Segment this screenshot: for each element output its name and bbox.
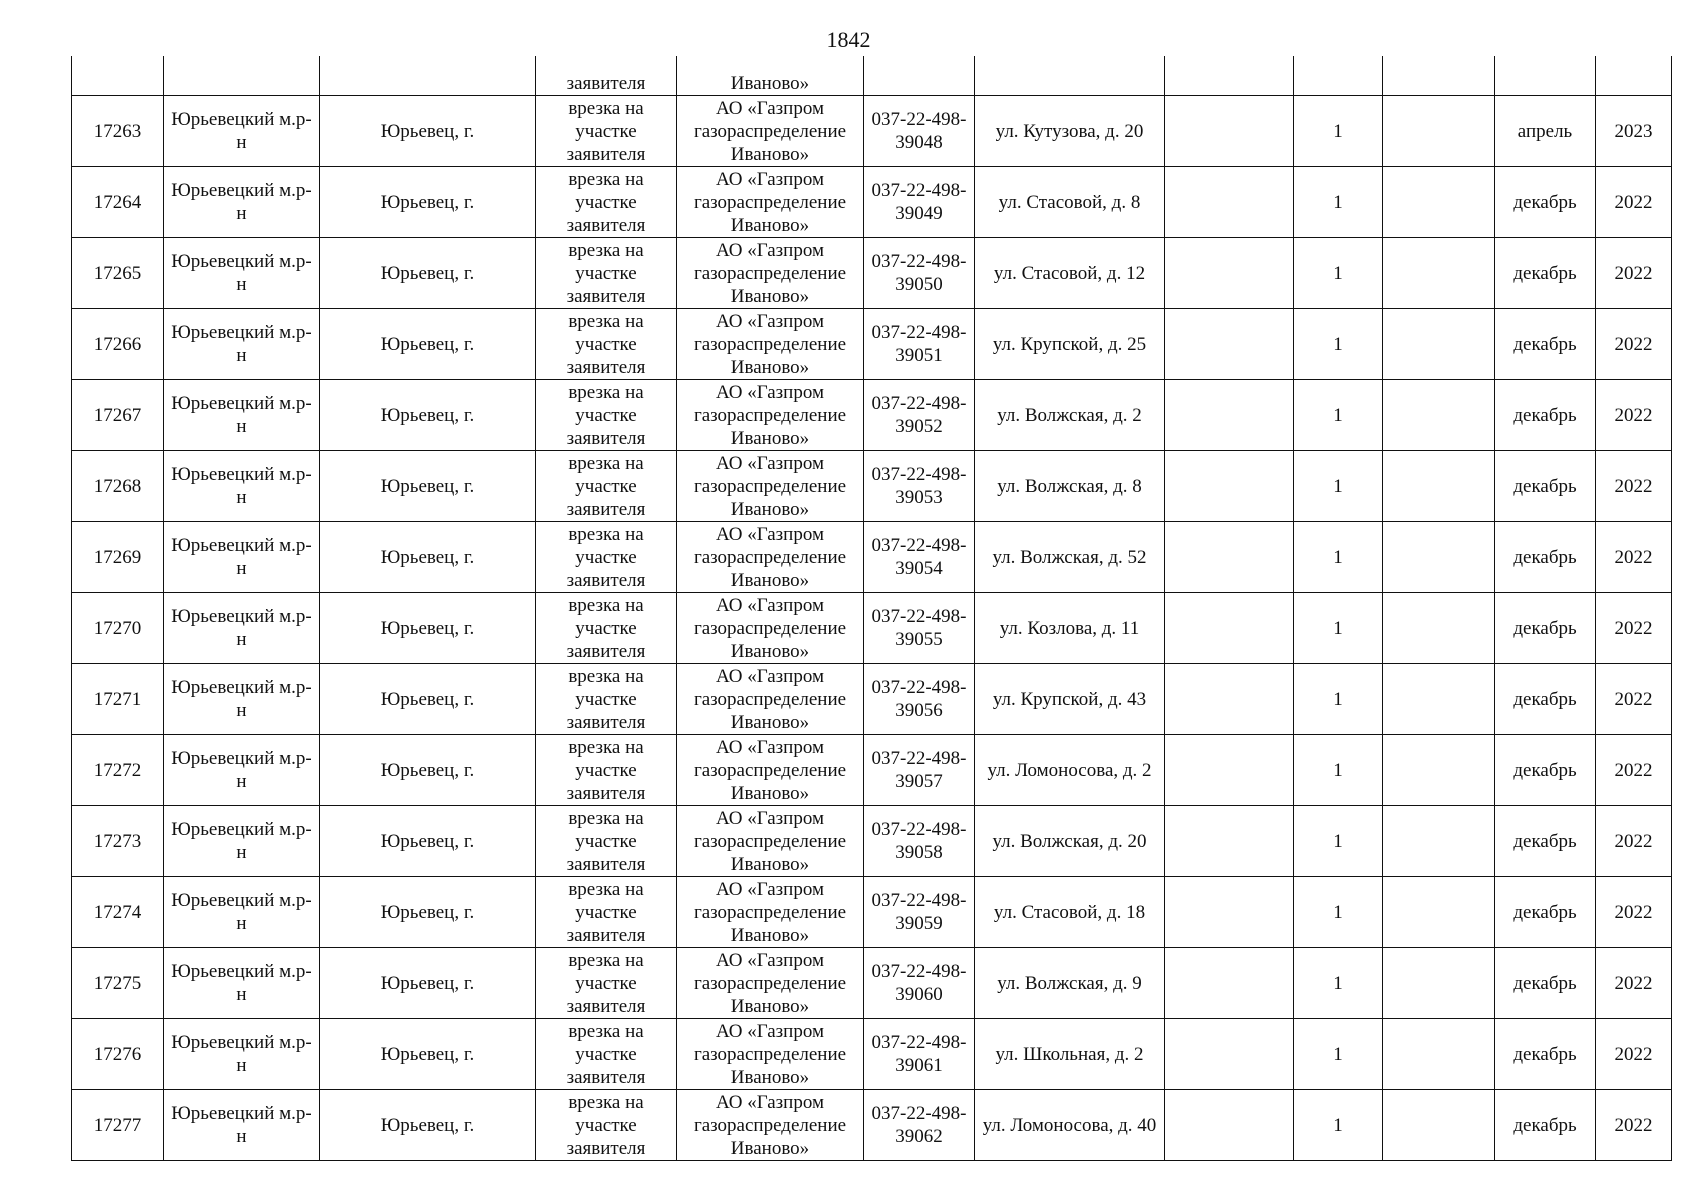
cell-locality: Юрьевец, г. bbox=[320, 948, 536, 1019]
cell-locality bbox=[320, 56, 536, 96]
cell-year: 2022 bbox=[1596, 238, 1672, 309]
table-row bbox=[72, 1090, 1672, 1161]
cell-address: ул. Козлова, д. 11 bbox=[975, 593, 1165, 664]
cell-blank bbox=[1383, 522, 1495, 593]
cell-locality: Юрьевец, г. bbox=[320, 167, 536, 238]
cell-year: 2022 bbox=[1596, 806, 1672, 877]
cell-code: 037-22-498-39061 bbox=[864, 1019, 975, 1090]
cell-year: 2022 bbox=[1596, 1019, 1672, 1090]
cell-locality: Юрьевец, г. bbox=[320, 522, 536, 593]
cell-method: врезка на участке заявителя bbox=[536, 167, 677, 238]
cell-blank bbox=[1165, 1019, 1294, 1090]
cell-district: Юрьевецкий м.р-н bbox=[164, 451, 320, 522]
cell-code: 037-22-498-39058 bbox=[864, 806, 975, 877]
cell-district: Юрьевецкий м.р-н bbox=[164, 1090, 320, 1161]
cell-month: декабрь bbox=[1495, 735, 1596, 806]
cell-code bbox=[864, 56, 975, 96]
table-row bbox=[72, 96, 1672, 167]
cell-blank bbox=[1383, 238, 1495, 309]
page-number: 1842 bbox=[826, 27, 871, 52]
table-row bbox=[72, 948, 1672, 1019]
table-row bbox=[72, 522, 1672, 593]
cell-year: 2022 bbox=[1596, 309, 1672, 380]
cell-qty: 1 bbox=[1294, 167, 1383, 238]
cell-blank bbox=[1383, 96, 1495, 167]
cell-address: ул. Крупской, д. 25 bbox=[975, 309, 1165, 380]
cell-blank bbox=[1383, 948, 1495, 1019]
cell-blank bbox=[1383, 56, 1495, 96]
table-row bbox=[72, 664, 1672, 735]
cell-operator: АО «Газпром газораспределение Иваново» bbox=[677, 877, 864, 948]
cell-district: Юрьевецкий м.р-н bbox=[164, 167, 320, 238]
cell-address: ул. Волжская, д. 9 bbox=[975, 948, 1165, 1019]
cell-month: декабрь bbox=[1495, 238, 1596, 309]
cell-id: 17271 bbox=[72, 664, 164, 735]
cell-blank bbox=[1165, 735, 1294, 806]
cell-locality: Юрьевец, г. bbox=[320, 380, 536, 451]
cell-locality: Юрьевец, г. bbox=[320, 238, 536, 309]
cell-year: 2022 bbox=[1596, 877, 1672, 948]
cell-month: декабрь bbox=[1495, 1090, 1596, 1161]
table-row bbox=[72, 735, 1672, 806]
table-row bbox=[72, 380, 1672, 451]
table-row bbox=[72, 238, 1672, 309]
registry-sheet bbox=[71, 56, 1671, 1161]
cell-blank bbox=[1165, 1090, 1294, 1161]
cell-blank bbox=[1383, 1090, 1495, 1161]
cell-method: врезка на участке заявителя bbox=[536, 664, 677, 735]
cell-month: декабрь bbox=[1495, 309, 1596, 380]
cell-address: ул. Школьная, д. 2 bbox=[975, 1019, 1165, 1090]
table-body bbox=[72, 56, 1672, 1161]
cell-operator: АО «Газпром газораспределение Иваново» bbox=[677, 735, 864, 806]
cell-address: ул. Кутузова, д. 20 bbox=[975, 96, 1165, 167]
cell-year: 2022 bbox=[1596, 380, 1672, 451]
cell-qty: 1 bbox=[1294, 96, 1383, 167]
cell-blank bbox=[1383, 806, 1495, 877]
cell-address: ул. Крупской, д. 43 bbox=[975, 664, 1165, 735]
cell-id: 17276 bbox=[72, 1019, 164, 1090]
cell-address: ул. Стасовой, д. 18 bbox=[975, 877, 1165, 948]
cell-method: врезка на участке заявителя bbox=[536, 1019, 677, 1090]
table-row bbox=[72, 593, 1672, 664]
cell-operator: АО «Газпром газораспределение Иваново» bbox=[677, 948, 864, 1019]
table-row bbox=[72, 309, 1672, 380]
cell-blank bbox=[1165, 664, 1294, 735]
cell-month: декабрь bbox=[1495, 877, 1596, 948]
cell-code: 037-22-498-39052 bbox=[864, 380, 975, 451]
cell-method: врезка на участке заявителя bbox=[536, 806, 677, 877]
cell-qty: 1 bbox=[1294, 380, 1383, 451]
cell-qty bbox=[1294, 56, 1383, 96]
cell-method: врезка на участке заявителя bbox=[536, 593, 677, 664]
cell-blank bbox=[1383, 735, 1495, 806]
cell-blank bbox=[1165, 309, 1294, 380]
cell-locality: Юрьевец, г. bbox=[320, 451, 536, 522]
cell-blank bbox=[1165, 806, 1294, 877]
cell-id: 17273 bbox=[72, 806, 164, 877]
cell-method: заявителя bbox=[536, 56, 677, 96]
cell-operator: АО «Газпром газораспределение Иваново» bbox=[677, 806, 864, 877]
cell-method: врезка на участке заявителя bbox=[536, 1090, 677, 1161]
cell-locality: Юрьевец, г. bbox=[320, 664, 536, 735]
cell-operator: АО «Газпром газораспределение Иваново» bbox=[677, 238, 864, 309]
cell-id: 17267 bbox=[72, 380, 164, 451]
cell-month: декабрь bbox=[1495, 1019, 1596, 1090]
table-row bbox=[72, 877, 1672, 948]
cell-code: 037-22-498-39049 bbox=[864, 167, 975, 238]
cell-code: 037-22-498-39059 bbox=[864, 877, 975, 948]
cell-id: 17272 bbox=[72, 735, 164, 806]
cell-blank bbox=[1165, 593, 1294, 664]
cell-district: Юрьевецкий м.р-н bbox=[164, 664, 320, 735]
cell-method: врезка на участке заявителя bbox=[536, 877, 677, 948]
cell-locality: Юрьевец, г. bbox=[320, 309, 536, 380]
cell-operator: АО «Газпром газораспределение Иваново» bbox=[677, 96, 864, 167]
table-row bbox=[72, 167, 1672, 238]
cell-operator: АО «Газпром газораспределение Иваново» bbox=[677, 522, 864, 593]
cell-blank bbox=[1383, 451, 1495, 522]
cell-qty: 1 bbox=[1294, 522, 1383, 593]
cell-operator: АО «Газпром газораспределение Иваново» bbox=[677, 593, 864, 664]
cell-address: ул. Волжская, д. 8 bbox=[975, 451, 1165, 522]
cell-code: 037-22-498-39062 bbox=[864, 1090, 975, 1161]
cell-operator: АО «Газпром газораспределение Иваново» bbox=[677, 1090, 864, 1161]
cell-method: врезка на участке заявителя bbox=[536, 380, 677, 451]
cell-method: врезка на участке заявителя bbox=[536, 735, 677, 806]
cell-year: 2022 bbox=[1596, 1090, 1672, 1161]
cell-code: 037-22-498-39048 bbox=[864, 96, 975, 167]
cell-district: Юрьевецкий м.р-н bbox=[164, 380, 320, 451]
cell-year: 2022 bbox=[1596, 948, 1672, 1019]
cell-id: 17274 bbox=[72, 877, 164, 948]
cell-qty: 1 bbox=[1294, 735, 1383, 806]
cell-qty: 1 bbox=[1294, 948, 1383, 1019]
cell-month: декабрь bbox=[1495, 522, 1596, 593]
table-row bbox=[72, 806, 1672, 877]
cell-method: врезка на участке заявителя bbox=[536, 309, 677, 380]
cell-qty: 1 bbox=[1294, 1090, 1383, 1161]
cell-method: врезка на участке заявителя bbox=[536, 238, 677, 309]
cell-address: ул. Волжская, д. 2 bbox=[975, 380, 1165, 451]
cell-qty: 1 bbox=[1294, 877, 1383, 948]
cell-year bbox=[1596, 56, 1672, 96]
cell-code: 037-22-498-39053 bbox=[864, 451, 975, 522]
cell-code: 037-22-498-39056 bbox=[864, 664, 975, 735]
cell-month: апрель bbox=[1495, 96, 1596, 167]
cell-year: 2022 bbox=[1596, 593, 1672, 664]
cell-blank bbox=[1165, 451, 1294, 522]
cell-locality: Юрьевец, г. bbox=[320, 96, 536, 167]
cell-month: декабрь bbox=[1495, 167, 1596, 238]
cell-qty: 1 bbox=[1294, 806, 1383, 877]
cell-locality: Юрьевец, г. bbox=[320, 593, 536, 664]
cell-qty: 1 bbox=[1294, 238, 1383, 309]
cell-district: Юрьевецкий м.р-н bbox=[164, 1019, 320, 1090]
cell-blank bbox=[1383, 877, 1495, 948]
cell-month: декабрь bbox=[1495, 948, 1596, 1019]
cell-address: ул. Ломоносова, д. 2 bbox=[975, 735, 1165, 806]
cell-qty: 1 bbox=[1294, 593, 1383, 664]
cell-month: декабрь bbox=[1495, 451, 1596, 522]
cell-code: 037-22-498-39057 bbox=[864, 735, 975, 806]
cell-code: 037-22-498-39054 bbox=[864, 522, 975, 593]
cell-district bbox=[164, 56, 320, 96]
table-row bbox=[72, 1019, 1672, 1090]
cell-id: 17275 bbox=[72, 948, 164, 1019]
cell-id: 17266 bbox=[72, 309, 164, 380]
continuation-row bbox=[72, 56, 1672, 96]
cell-locality: Юрьевец, г. bbox=[320, 877, 536, 948]
cell-blank bbox=[1165, 167, 1294, 238]
cell-qty: 1 bbox=[1294, 451, 1383, 522]
cell-blank bbox=[1165, 238, 1294, 309]
cell-year: 2022 bbox=[1596, 451, 1672, 522]
cell-id: 17277 bbox=[72, 1090, 164, 1161]
registry-table bbox=[71, 56, 1672, 1161]
cell-id: 17265 bbox=[72, 238, 164, 309]
cell-code: 037-22-498-39051 bbox=[864, 309, 975, 380]
cell-address: ул. Стасовой, д. 8 bbox=[975, 167, 1165, 238]
cell-year: 2022 bbox=[1596, 522, 1672, 593]
cell-qty: 1 bbox=[1294, 1019, 1383, 1090]
cell-blank bbox=[1165, 96, 1294, 167]
cell-address: ул. Стасовой, д. 12 bbox=[975, 238, 1165, 309]
cell-district: Юрьевецкий м.р-н bbox=[164, 948, 320, 1019]
cell-district: Юрьевецкий м.р-н bbox=[164, 522, 320, 593]
cell-address: ул. Ломоносова, д. 40 bbox=[975, 1090, 1165, 1161]
cell-address bbox=[975, 56, 1165, 96]
cell-blank bbox=[1383, 167, 1495, 238]
cell-qty: 1 bbox=[1294, 309, 1383, 380]
cell-id: 17264 bbox=[72, 167, 164, 238]
cell-year: 2022 bbox=[1596, 167, 1672, 238]
cell-method: врезка на участке заявителя bbox=[536, 522, 677, 593]
cell-code: 037-22-498-39050 bbox=[864, 238, 975, 309]
cell-blank bbox=[1383, 664, 1495, 735]
cell-address: ул. Волжская, д. 20 bbox=[975, 806, 1165, 877]
cell-month: декабрь bbox=[1495, 593, 1596, 664]
cell-code: 037-22-498-39055 bbox=[864, 593, 975, 664]
cell-operator: АО «Газпром газораспределение Иваново» bbox=[677, 451, 864, 522]
cell-month: декабрь bbox=[1495, 380, 1596, 451]
cell-code: 037-22-498-39060 bbox=[864, 948, 975, 1019]
cell-id: 17270 bbox=[72, 593, 164, 664]
cell-blank bbox=[1165, 522, 1294, 593]
cell-blank bbox=[1165, 380, 1294, 451]
cell-locality: Юрьевец, г. bbox=[320, 806, 536, 877]
cell-locality: Юрьевец, г. bbox=[320, 735, 536, 806]
cell-address: ул. Волжская, д. 52 bbox=[975, 522, 1165, 593]
cell-method: врезка на участке заявителя bbox=[536, 96, 677, 167]
cell-blank bbox=[1383, 593, 1495, 664]
cell-operator: АО «Газпром газораспределение Иваново» bbox=[677, 664, 864, 735]
cell-qty: 1 bbox=[1294, 664, 1383, 735]
cell-district: Юрьевецкий м.р-н bbox=[164, 309, 320, 380]
cell-district: Юрьевецкий м.р-н bbox=[164, 96, 320, 167]
cell-blank bbox=[1383, 1019, 1495, 1090]
cell-blank bbox=[1383, 380, 1495, 451]
cell-blank bbox=[1165, 877, 1294, 948]
table-row bbox=[72, 451, 1672, 522]
cell-operator: АО «Газпром газораспределение Иваново» bbox=[677, 309, 864, 380]
cell-year: 2022 bbox=[1596, 664, 1672, 735]
cell-month bbox=[1495, 56, 1596, 96]
cell-id: 17269 bbox=[72, 522, 164, 593]
cell-district: Юрьевецкий м.р-н bbox=[164, 735, 320, 806]
cell-operator: АО «Газпром газораспределение Иваново» bbox=[677, 1019, 864, 1090]
cell-operator: Иваново» bbox=[677, 56, 864, 96]
cell-method: врезка на участке заявителя bbox=[536, 948, 677, 1019]
cell-year: 2022 bbox=[1596, 735, 1672, 806]
cell-year: 2023 bbox=[1596, 96, 1672, 167]
cell-operator: АО «Газпром газораспределение Иваново» bbox=[677, 167, 864, 238]
cell-district: Юрьевецкий м.р-н bbox=[164, 877, 320, 948]
cell-locality: Юрьевец, г. bbox=[320, 1090, 536, 1161]
cell-locality: Юрьевец, г. bbox=[320, 1019, 536, 1090]
cell-id: 17263 bbox=[72, 96, 164, 167]
cell-blank bbox=[1383, 309, 1495, 380]
cell-id: 17268 bbox=[72, 451, 164, 522]
cell-month: декабрь bbox=[1495, 806, 1596, 877]
cell-id bbox=[72, 56, 164, 96]
cell-district: Юрьевецкий м.р-н bbox=[164, 238, 320, 309]
cell-district: Юрьевецкий м.р-н bbox=[164, 806, 320, 877]
cell-blank bbox=[1165, 56, 1294, 96]
cell-month: декабрь bbox=[1495, 664, 1596, 735]
cell-blank bbox=[1165, 948, 1294, 1019]
cell-method: врезка на участке заявителя bbox=[536, 451, 677, 522]
cell-district: Юрьевецкий м.р-н bbox=[164, 593, 320, 664]
cell-operator: АО «Газпром газораспределение Иваново» bbox=[677, 380, 864, 451]
